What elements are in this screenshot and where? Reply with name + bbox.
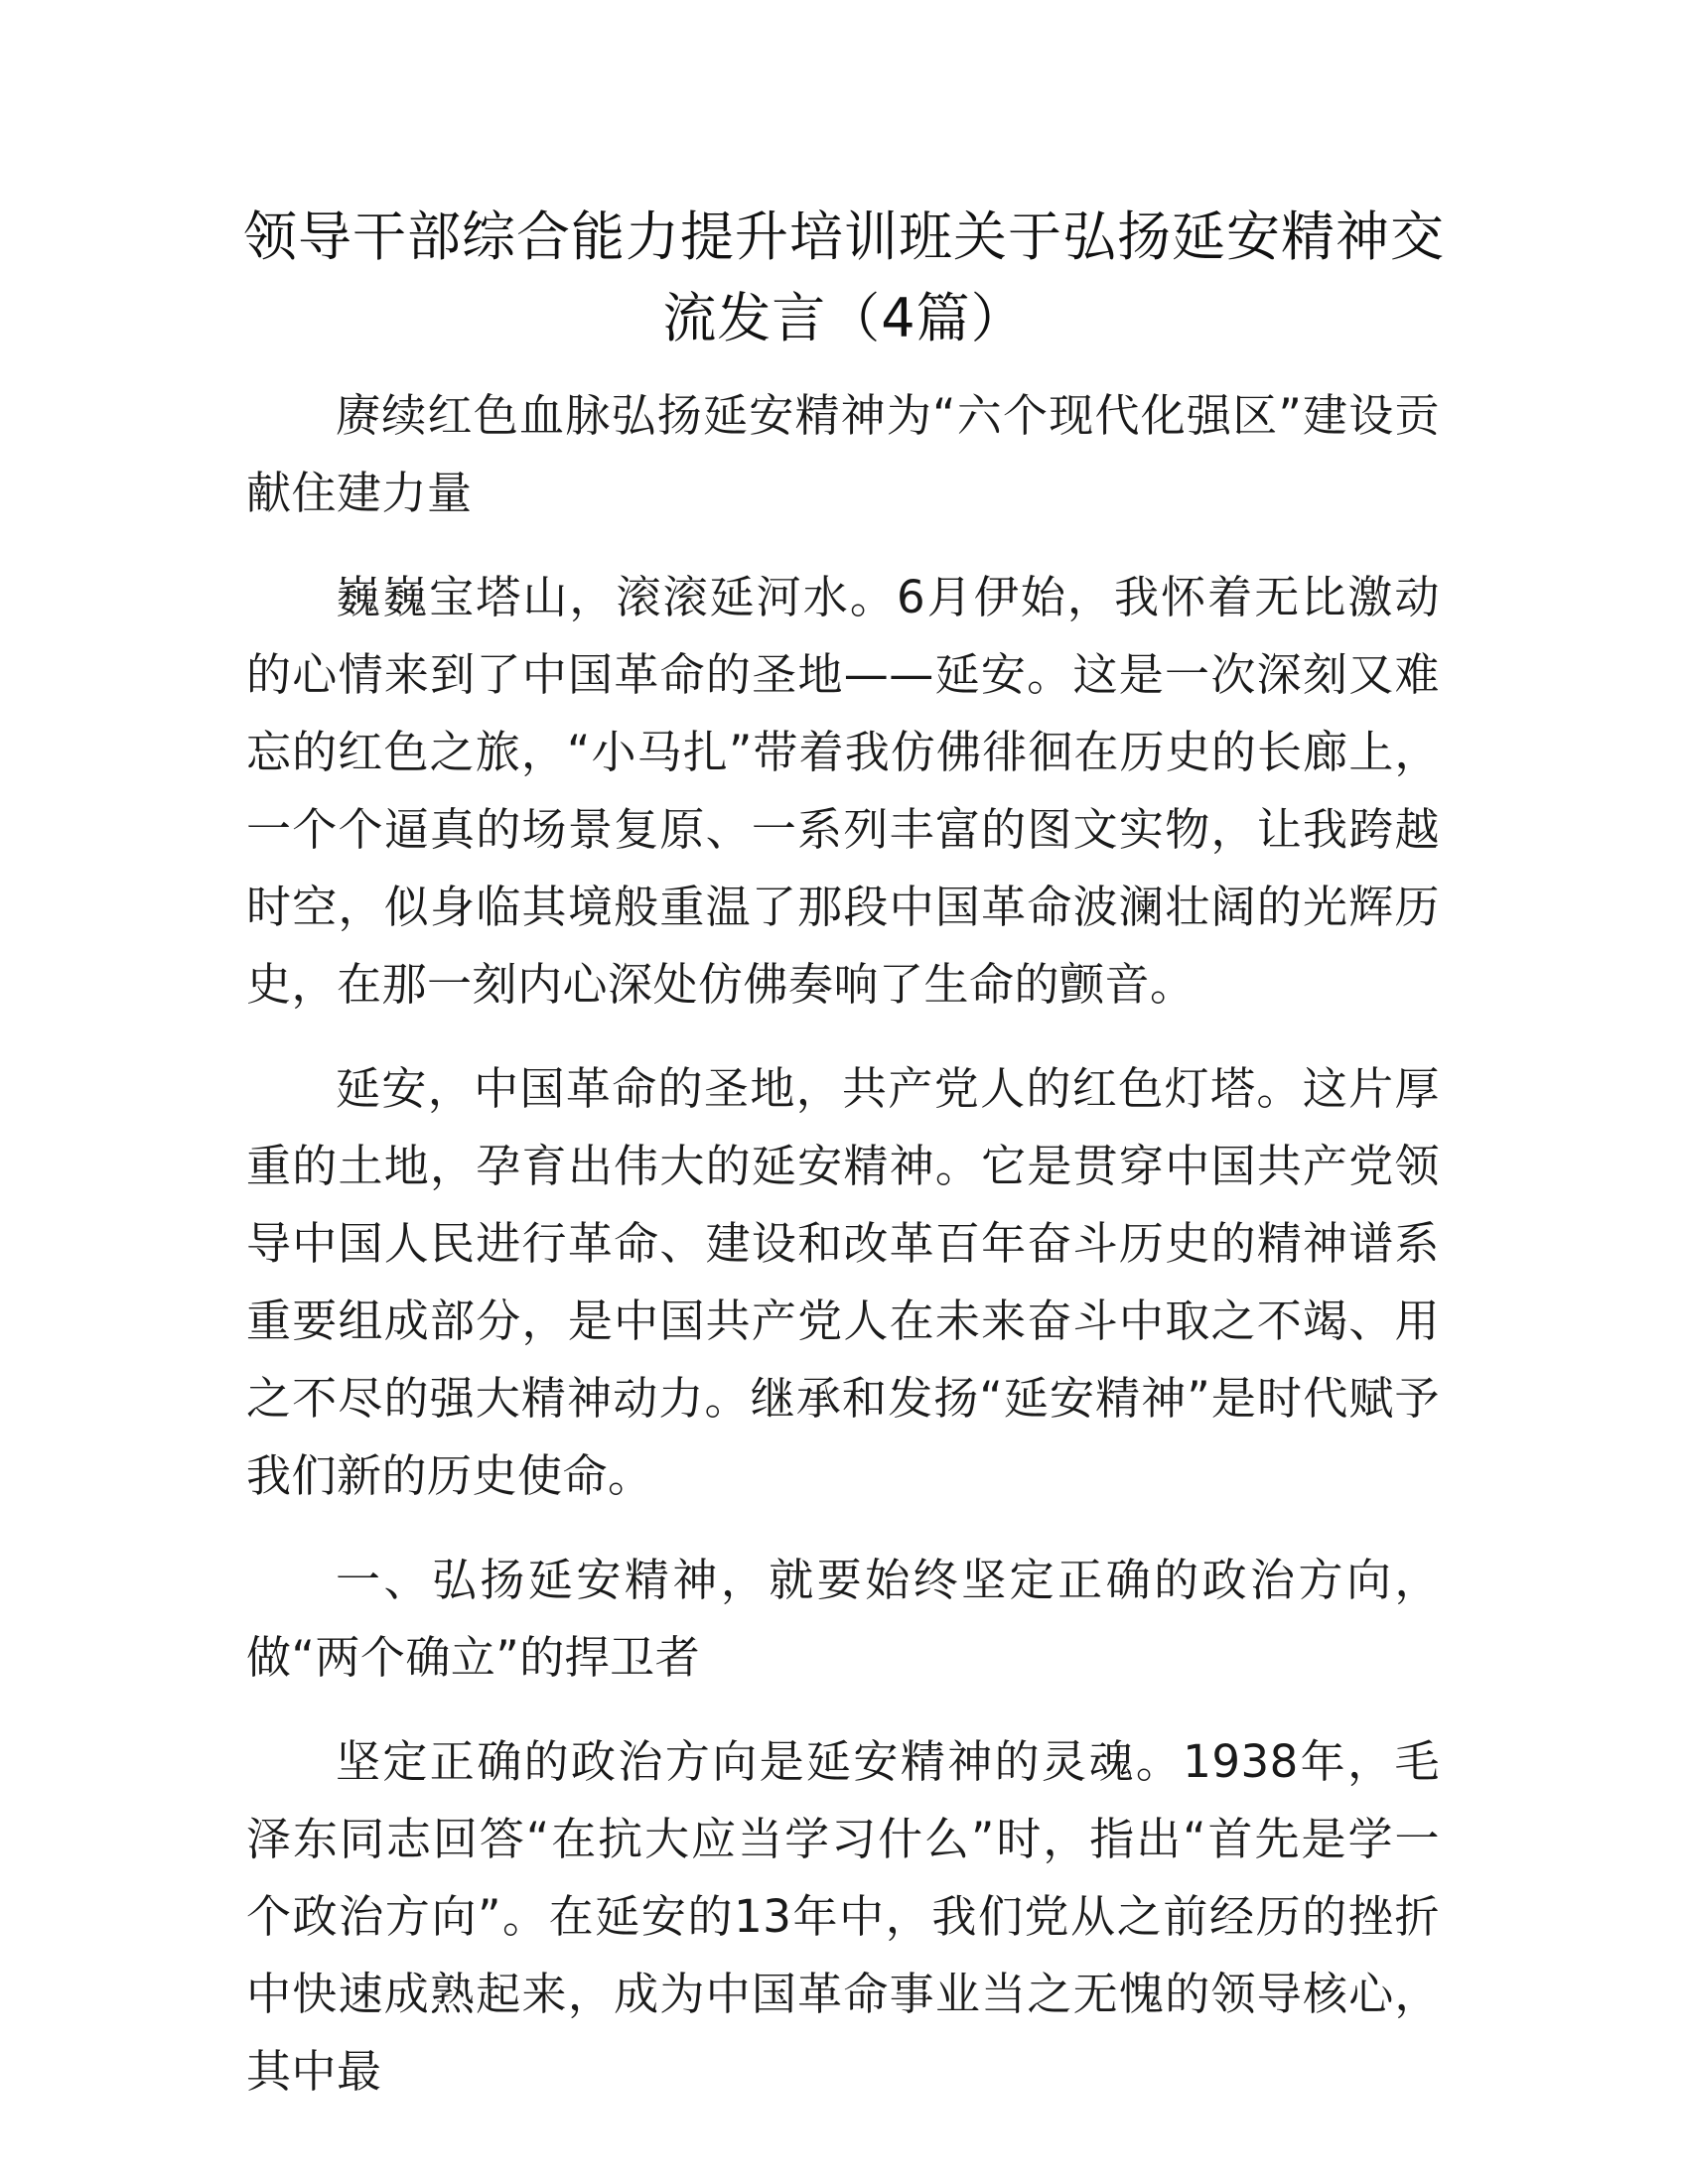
body-paragraph: 坚定正确的政治方向是延安精神的灵魂。1938年，毛泽东同志回答“在抗大应当学习什么”时，指出“首先是学一个政治方向”。在延安的13年中，我们党从之前经历的挫折中快速成熟起来，成为中国革命事业当之无愧的领导核心，其中最 — [246, 1735, 1440, 2098]
body-paragraph: 延安，中国革命的圣地，共产党人的红色灯塔。这片厚重的土地，孕育出伟大的延安精神。它是贯穿中国共产党领导中国人民进行革命、建设和改革百年奋斗历史的精神谱系重要组成部分，是中国共产党人在未来奋斗中取之不竭、用之不尽的强大精神动力。继承和发扬“延安精神”是时代赋予我们新的历史使命。 — [246, 1062, 1440, 1502]
section-heading: 一、弘扬延安精神，就要始终坚定正确的政治方向，做“两个确立”的捍卫者 — [246, 1554, 1440, 1684]
subtitle-paragraph: 赓续红色血脉弘扬延安精神为“六个现代化强区”建设贡献住建力量 — [246, 389, 1440, 519]
document-title: 领导干部综合能力提升培训班关于弘扬延安精神交流发言（4篇） — [243, 205, 1445, 349]
body-paragraph: 巍巍宝塔山，滚滚延河水。6月伊始，我怀着无比激动的心情来到了中国革命的圣地——延安。这是一次深刻又难忘的红色之旅，“小马扎”带着我仿佛徘徊在历史的长廊上，一个个逼真的场景复原、一系列丰富的图文实物，让我跨越时空，似身临其境般重温了那段中国革命波澜壮阔的光辉历史，在那一刻内心深处仿佛奏响了生命的颤音。 — [246, 571, 1440, 1011]
document-body — [246, 377, 1440, 2137]
